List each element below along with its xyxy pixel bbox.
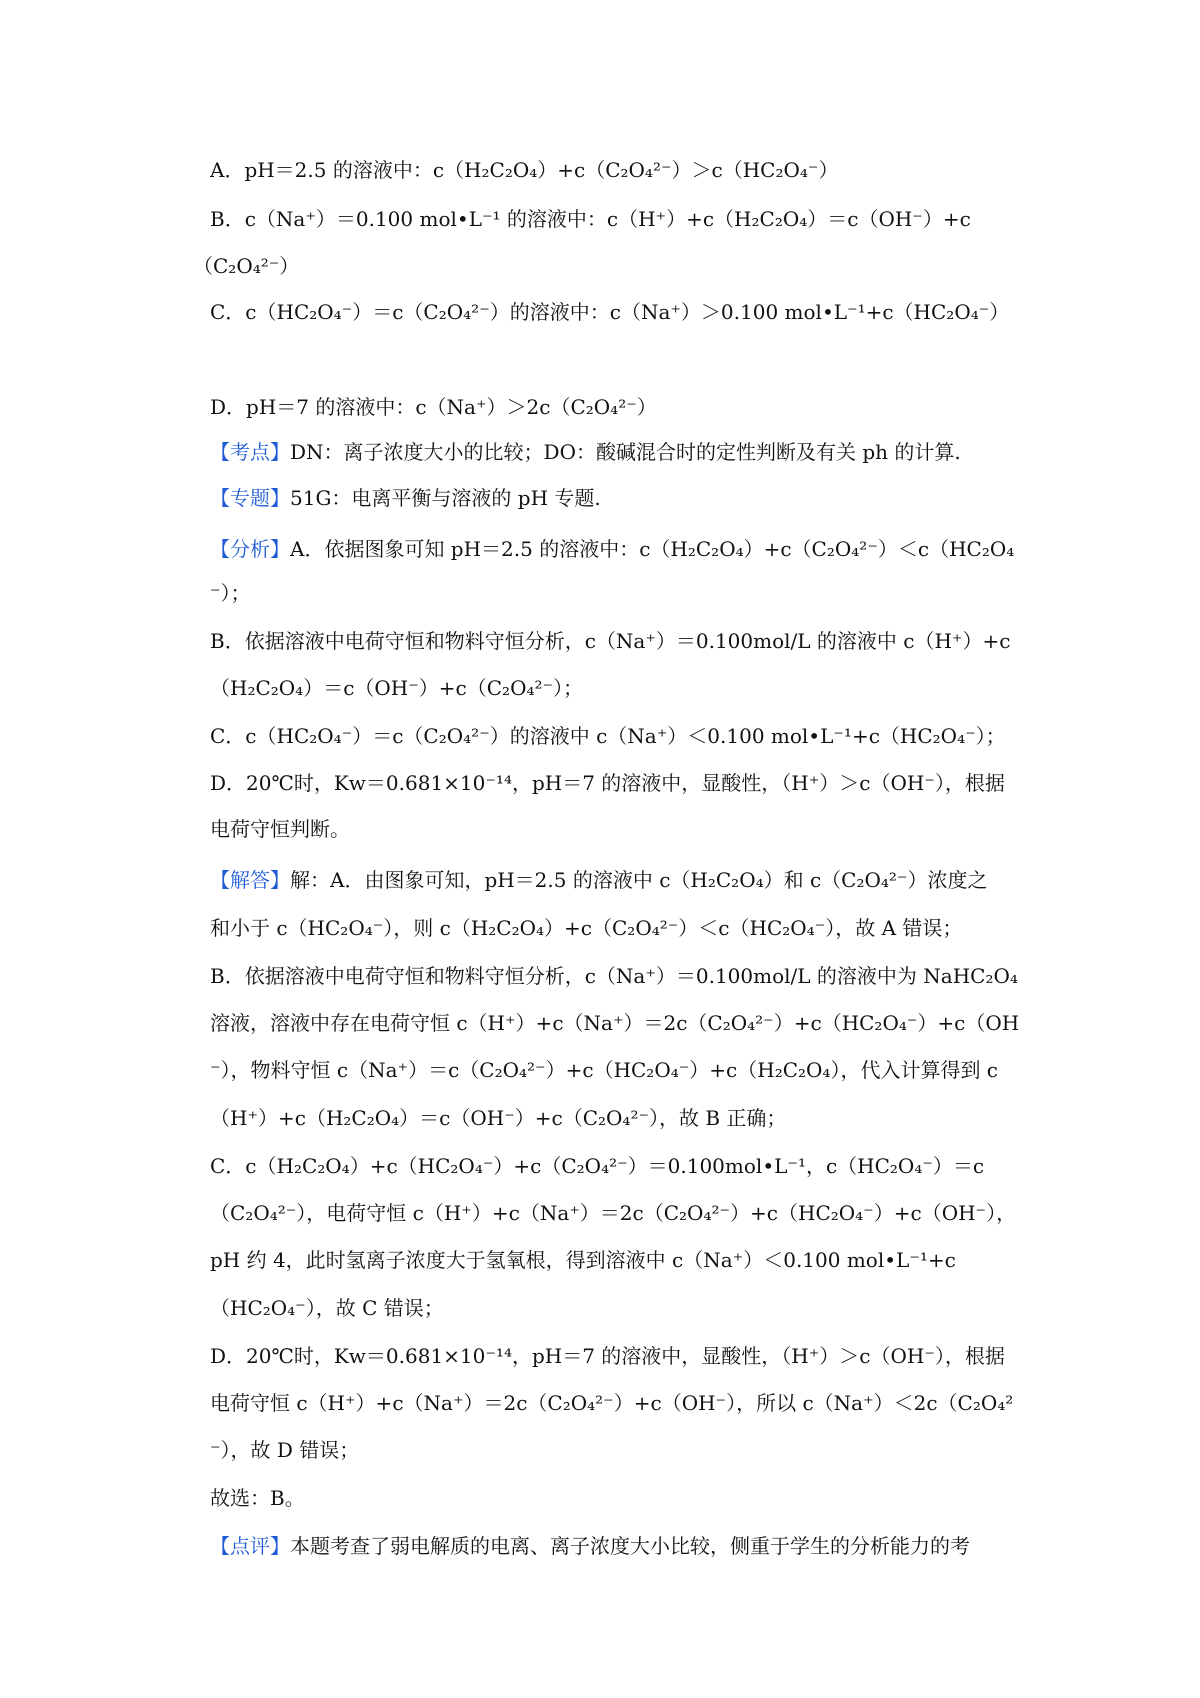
fenxi-line: ⁻）； bbox=[210, 581, 251, 605]
jieda-line: ⁻），故 D 错误； bbox=[210, 1438, 360, 1462]
kaodian-tag: 【考点】 bbox=[210, 440, 290, 464]
jieda-line: D．20℃时，Kw＝0.681×10⁻¹⁴，pH＝7 的溶液中，显酸性，（H⁺）＞c（OH⁻），根据 bbox=[210, 1344, 1005, 1368]
option-d: D．pH＝7 的溶液中：c（Na⁺）＞2c（C₂O₄²⁻） bbox=[210, 395, 657, 419]
fenxi-line: （H₂C₂O₄）＝c（OH⁻）+c（C₂O₄²⁻）； bbox=[210, 676, 584, 700]
dianping-tag: 【点评】 bbox=[210, 1534, 290, 1558]
option-b-line-1: B．c（Na⁺）＝0.100 mol•L⁻¹ 的溶液中：c（H⁺）+c（H₂C₂O₄）＝c（OH⁻）+c bbox=[210, 207, 971, 231]
jieda-tag: 【解答】 bbox=[210, 868, 290, 892]
jieda-line: 和小于 c（HC₂O₄⁻），则 c（H₂C₂O₄）+c（C₂O₄²⁻）＜c（HC₂O₄⁻），故 A 错误； bbox=[210, 916, 963, 940]
option-a: A．pH＝2.5 的溶液中：c（H₂C₂O₄）+c（C₂O₄²⁻）＞c（HC₂O₄⁻） bbox=[210, 158, 839, 182]
jieda-line: B．依据溶液中电荷守恒和物料守恒分析，c（Na⁺）＝0.100mol/L 的溶液中为 NaHC₂O₄ bbox=[210, 964, 1018, 988]
jieda-line: C．c（H₂C₂O₄）+c（HC₂O₄⁻）+c（C₂O₄²⁻）＝0.100mol•L⁻¹，c（HC₂O₄⁻）＝c bbox=[210, 1154, 985, 1178]
option-c: C．c（HC₂O₄⁻）＝c（C₂O₄²⁻）的溶液中：c（Na⁺）＞0.100 mol•L⁻¹+c（HC₂O₄⁻） bbox=[210, 300, 1010, 324]
jieda-line: （C₂O₄²⁻），电荷守恒 c（H⁺）+c（Na⁺）＝2c（C₂O₄²⁻）+c（HC₂O₄⁻）+c（OH⁻）， bbox=[210, 1201, 1017, 1225]
zhuanti-text: 51G：电离平衡与溶液的 pH 专题. bbox=[290, 486, 601, 510]
zhuanti-section bbox=[210, 484, 601, 512]
jieda-line: 电荷守恒 c（H⁺）+c（Na⁺）＝2c（C₂O₄²⁻）+c（OH⁻），所以 c（Na⁺）＜2c（C₂O₄² bbox=[210, 1391, 1014, 1415]
jieda-line: pH 约 4，此时氢离子浓度大于氢氧根，得到溶液中 c（Na⁺）＜0.100 mol•L⁻¹+c bbox=[210, 1248, 956, 1272]
kaodian-text: DN：离子浓度大小的比较；DO：酸碱混合时的定性判断及有关 ph 的计算. bbox=[290, 440, 961, 464]
fenxi-line: B．依据溶液中电荷守恒和物料守恒分析，c（Na⁺）＝0.100mol/L 的溶液中 c（H⁺）+c bbox=[210, 629, 1011, 653]
kaodian-section bbox=[210, 438, 961, 466]
jieda-line: ⁻），物料守恒 c（Na⁺）＝c（C₂O₄²⁻）+c（HC₂O₄⁻）+c（H₂C₂O₄），代入计算得到 c bbox=[210, 1058, 999, 1082]
zhuanti-tag: 【专题】 bbox=[210, 486, 290, 510]
fenxi-tag: 【分析】 bbox=[210, 537, 290, 561]
option-b-line-2: （C₂O₄²⁻） bbox=[193, 254, 300, 278]
fenxi-line: 电荷守恒判断。 bbox=[210, 817, 350, 841]
jieda-line: （HC₂O₄⁻），故 C 错误； bbox=[210, 1296, 444, 1320]
jieda-line: 溶液，溶液中存在电荷守恒 c（H⁺）+c（Na⁺）＝2c（C₂O₄²⁻）+c（HC₂O₄⁻）+c（OH bbox=[210, 1011, 1020, 1035]
fenxi-line: C．c（HC₂O₄⁻）＝c（C₂O₄²⁻）的溶液中 c（Na⁺）＜0.100 mol•L⁻¹+c（HC₂O₄⁻）； bbox=[210, 724, 1006, 748]
dianping-text: 本题考查了弱电解质的电离、离子浓度大小比较，侧重于学生的分析能力的考 bbox=[290, 1534, 970, 1558]
dianping-section bbox=[210, 1532, 970, 1560]
jieda-section bbox=[210, 866, 987, 894]
jieda-line: 解：A．由图象可知，pH＝2.5 的溶液中 c（H₂C₂O₄）和 c（C₂O₄²⁻）浓度之 bbox=[290, 868, 988, 892]
fenxi-section bbox=[210, 535, 1014, 563]
fenxi-line: A．依据图象可知 pH＝2.5 的溶液中：c（H₂C₂O₄）+c（C₂O₄²⁻）＜c（HC₂O₄ bbox=[290, 537, 1015, 561]
jieda-conclusion: 故选：B。 bbox=[210, 1486, 305, 1510]
jieda-line: （H⁺）+c（H₂C₂O₄）＝c（OH⁻）+c（C₂O₄²⁻），故 B 正确； bbox=[210, 1106, 787, 1130]
fenxi-line: D．20℃时，Kw＝0.681×10⁻¹⁴，pH＝7 的溶液中，显酸性，（H⁺）＞c（OH⁻），根据 bbox=[210, 771, 1005, 795]
